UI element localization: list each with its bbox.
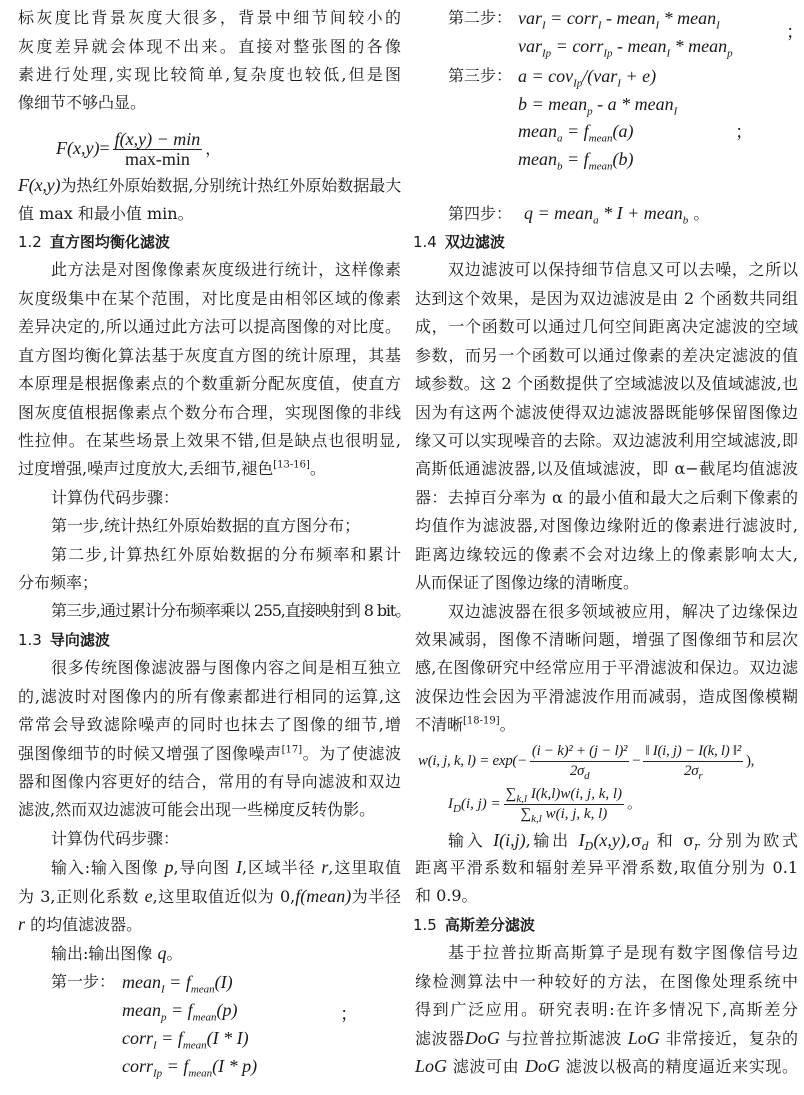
text: ,区域半径	[241, 858, 322, 877]
sub: I	[617, 77, 621, 90]
m: a = cov	[518, 66, 574, 86]
punct: 。	[688, 204, 710, 223]
m: f	[187, 1000, 193, 1020]
text: 。为了使滤波	[302, 744, 401, 763]
math: DoG	[525, 1056, 560, 1076]
sub: Ip	[153, 1067, 163, 1080]
section-number: 1.5	[413, 916, 437, 934]
equation	[122, 970, 233, 994]
m: (a)	[612, 121, 634, 141]
sub: I	[673, 105, 678, 118]
equation	[122, 1026, 249, 1050]
text: 的均值滤波器。	[25, 915, 143, 934]
m: (I)	[214, 972, 233, 992]
punct: ；	[786, 22, 804, 42]
text-line	[415, 828, 798, 852]
sub: p	[161, 1011, 167, 1024]
math: e	[144, 886, 153, 906]
sum: ∑	[520, 806, 532, 823]
m: 2σ	[684, 763, 699, 780]
equation	[518, 6, 720, 30]
formula-lhs: F(x,y)	[56, 138, 100, 158]
sub: mean	[588, 132, 613, 145]
punct: ；	[340, 1004, 358, 1024]
m: mean	[122, 1000, 161, 1020]
text-line: 差异决定的,所以通过此方法可以提高图像的对比度。	[18, 317, 401, 336]
text: 输入:输入图像	[51, 858, 165, 877]
m: (I * I)	[206, 1028, 249, 1048]
text-line	[415, 713, 798, 737]
sub: mean	[182, 1039, 207, 1052]
text-line: 图灰度值根据像素点个数分布合理，实现图像的非线	[18, 403, 401, 422]
text: 过度增强,噪声过度放大,丢细节,褪色	[18, 459, 274, 478]
text-line: 双边滤波器在很多领域被应用，解决了边缘保边	[448, 602, 798, 621]
math: q	[157, 943, 167, 963]
text-line: 波保边性会因为平滑滤波作用而减弱，造成图像模糊	[415, 687, 798, 706]
step-label: 第二步：	[448, 8, 513, 27]
text-line: 值 max 和最小值 min。	[18, 204, 194, 223]
text: 滤波以极高的精度逼近来实现。	[560, 1057, 798, 1076]
sub: p	[727, 47, 733, 60]
m: I	[448, 796, 453, 812]
equation	[518, 92, 677, 116]
sub: D	[453, 803, 461, 815]
math: LoG	[627, 1028, 660, 1048]
text: 滤波可由	[447, 1057, 525, 1076]
text-line: 直方图均衡化算法基于灰度直方图的统计原理，其基	[18, 346, 401, 365]
text: ,这里取值	[328, 858, 401, 877]
sub: mean	[188, 1067, 213, 1080]
m: mean	[518, 121, 557, 141]
text-line: 器和图像内容更好的结合，常用的有导向滤波和双边	[18, 772, 401, 791]
text-line: 基于拉普拉斯高斯算子是现有数字图像信号边	[448, 943, 798, 962]
numerator: (i − k)² + (j − l)²	[530, 742, 629, 762]
sub: mean	[192, 1011, 217, 1024]
text: 为半径	[351, 887, 401, 906]
text-line: 缘又可以实现噪音的去除。双边滤波利用空域滤波,即	[415, 431, 798, 450]
text-line	[18, 941, 401, 965]
section-heading-1-2	[18, 230, 401, 254]
text-line: 参数，而另一个函数可以通过像素的差决定滤波的值	[415, 346, 798, 365]
text-line: 距离边缘较远的像素不会对边缘上的像素影响太大,	[415, 545, 798, 564]
text-line	[18, 855, 401, 879]
text: 与拉普拉斯滤波	[499, 1029, 628, 1048]
text-line: 感,在图像研究中经常应用于平滑滤波和保边。双边滤	[415, 658, 798, 677]
m: - mean	[601, 8, 656, 28]
sub: a	[593, 214, 599, 227]
math: r	[321, 857, 329, 877]
sub: I	[542, 19, 546, 32]
m: corr	[122, 1056, 153, 1076]
text-line: 均值作为滤波器,对图像边缘附近的像素进行滤波时,	[415, 516, 798, 535]
text-line: 分布频率；	[18, 573, 99, 592]
m: w(i, j, k, l) = exp(−	[418, 753, 527, 769]
m: = corr	[551, 36, 604, 56]
text-line	[18, 457, 401, 481]
numerator: ‖ I(i, j) − I(k, l) ‖²	[643, 742, 743, 762]
text: 非常接近，复杂的	[659, 1029, 798, 1048]
m: f	[183, 1056, 189, 1076]
sub: p	[587, 105, 593, 118]
math: I	[235, 857, 242, 877]
equation	[524, 203, 689, 227]
text-line: 域参数。这 2 个函数提供了空域滤波以及值域滤波,也	[415, 374, 798, 393]
text-line	[18, 742, 401, 766]
text-line: 从而保证了图像边缘的清晰度。	[415, 573, 640, 592]
text-line: 像细节不够凸显。	[18, 93, 147, 112]
equation	[518, 147, 633, 171]
sub: k,l	[531, 813, 542, 826]
sub: r	[698, 770, 703, 783]
sub: I	[655, 19, 660, 32]
m: mean	[122, 972, 161, 992]
m: mean	[518, 149, 557, 169]
sub: I	[716, 19, 720, 32]
text-line	[18, 912, 401, 936]
text-line: 性拉伸。在某些场景上效果不错,但是缺点也很明显,	[18, 431, 401, 450]
sub: Ip	[603, 47, 613, 60]
text-line: 第一步,统计热红外原始数据的直方图分布；	[51, 516, 361, 535]
math: F(x,y)	[18, 175, 61, 195]
citation[interactable]: [13-16]	[273, 459, 310, 471]
denominator: max-min	[124, 149, 190, 169]
section-number: 1.4	[413, 233, 437, 251]
m: ),	[745, 753, 755, 769]
numerator	[504, 785, 624, 805]
m: + e)	[620, 66, 657, 86]
section-heading-1-3	[18, 628, 401, 652]
citation[interactable]: [17]	[281, 744, 303, 756]
sub: D	[584, 840, 594, 854]
math: ,σ	[625, 831, 642, 850]
text-line: 效果减弱，图像不清晰问题，增强了图像细节和层次	[415, 630, 798, 649]
m: = f	[562, 121, 589, 141]
math: f(mean)	[295, 886, 352, 906]
m: =	[166, 1000, 188, 1020]
equation	[122, 998, 238, 1022]
formula-filtered	[448, 784, 642, 824]
m: 2σ	[569, 763, 585, 780]
section-title: 双边滤波	[444, 233, 505, 251]
equals: =	[99, 138, 110, 158]
m: (i, j) =	[460, 796, 501, 812]
text: 滤波器	[415, 1029, 465, 1048]
sub: mean	[588, 160, 613, 173]
citation[interactable]: [18-19]	[463, 715, 500, 727]
text-line: 第三步,通过累计分布频率乘以 255,直接映射到 8 bit。	[51, 601, 410, 620]
m: var	[518, 8, 542, 28]
m: - a * mean	[592, 94, 674, 114]
sub: mean	[190, 983, 215, 996]
equation	[518, 64, 656, 88]
text-line: 和 0.9。	[415, 886, 478, 905]
text: 强图像细节的时候又增强了图像噪声	[18, 744, 282, 763]
math: 和 σ	[648, 831, 695, 850]
text-line: 计算伪代码步骤：	[51, 829, 180, 848]
m: (b)	[612, 149, 634, 169]
m: - mean	[612, 36, 667, 56]
m: f	[185, 972, 191, 992]
m: * mean	[670, 36, 728, 56]
step4-line	[415, 201, 798, 225]
text-line	[415, 1026, 798, 1050]
section-number: 1.3	[18, 631, 42, 649]
text-line: 滤波,然而双边滤波可能会出现一些梯度反转伪影。	[18, 800, 376, 819]
m: =	[162, 1056, 184, 1076]
math: r	[18, 914, 26, 934]
text-line: 标灰度比背景灰度大很多，背景中细节间较小的	[18, 8, 401, 27]
m: 。	[627, 796, 643, 812]
m: w(i, j, k, l)	[541, 806, 608, 823]
text-line: 灰度差异就会体现不出来。直接对整张图的各像	[18, 37, 401, 56]
sub: I	[153, 1039, 157, 1052]
text: 分别为欧式	[699, 831, 798, 850]
formula-normalization	[18, 125, 401, 171]
equation	[518, 34, 733, 58]
punct: ；	[735, 122, 753, 142]
step-label: 第三步：	[448, 66, 513, 85]
sub: d	[584, 770, 590, 783]
fraction	[643, 742, 743, 781]
math: p	[164, 857, 174, 877]
math: (x,y)	[593, 830, 626, 850]
text-line: 素进行处理,实现比较简单,复杂度也较低,但是图	[18, 65, 401, 84]
m: = f	[562, 149, 589, 169]
step-label: 第一步：	[51, 972, 116, 991]
text-line: 因为有这两个滤波使得双边滤波器既能够保留图像边	[415, 403, 798, 422]
m: (I * p)	[212, 1056, 258, 1076]
text-line: 得到广泛应用。研究表明:在许多情况下,高斯差分	[415, 1000, 798, 1019]
section-title: 导向滤波	[49, 631, 110, 649]
text-line: 本原理是根据像素点的个数重新分配灰度值，使直方	[18, 374, 401, 393]
text-line: 双边滤波可以保持细节信息又可以去噪，之所以	[448, 260, 798, 279]
m: −	[632, 753, 641, 769]
denominator	[504, 805, 624, 824]
punct: 。	[499, 715, 516, 734]
fraction	[113, 130, 203, 169]
text: 。	[166, 944, 183, 963]
m: = corr	[545, 8, 598, 28]
text: ,输出	[525, 831, 579, 850]
sub: I	[666, 47, 671, 60]
equation	[518, 119, 633, 143]
text-line: 成，一个函数可以通过几何空间距离决定滤波的空域	[415, 317, 798, 336]
text-line: 常常会导致滤除噪声的同时也抹去了图像的细节,增	[18, 715, 401, 734]
sub: k,l	[516, 793, 528, 806]
m: corr	[122, 1028, 153, 1048]
sub: b	[557, 160, 563, 173]
sum: ∑	[505, 786, 517, 803]
text-line: 此方法是对图像像素灰度级进行统计，这样像素	[51, 260, 401, 279]
text-line: 器：去掉百分率为 α 的最小值和最大之后剩下像素的	[415, 488, 798, 507]
m: * mean	[659, 8, 717, 28]
step-label: 第四步：	[448, 204, 513, 223]
section-heading-1-4	[413, 230, 796, 254]
text-line: 高斯低通滤波器,以及值域滤波，即 α−截尾均值滤波	[415, 459, 798, 478]
m: =	[164, 972, 186, 992]
text: 为 3,正则化系数	[18, 887, 145, 906]
section-heading-1-5	[413, 913, 796, 937]
numerator: f(x,y) − min	[114, 129, 201, 149]
text-line	[415, 1054, 798, 1078]
m: b = mean	[518, 94, 588, 114]
text: 不清晰	[415, 715, 464, 734]
punct: ，	[205, 139, 222, 158]
text: ,导向图	[173, 858, 236, 877]
text: 为热红外原始数据,分别统计热红外原始数据最大	[60, 176, 401, 195]
text-line: 很多传统图像滤波器与图像内容之间是相互独立	[51, 658, 401, 677]
denominator	[643, 762, 743, 781]
text-line: 达到这个效果，是因为双边滤波是由 2 个函数共同组	[415, 289, 798, 308]
text-line: 缘检测算法中一种较好的方法，在图像处理系统中	[415, 972, 798, 991]
sub: Ip	[573, 77, 583, 90]
text-line: 计算伪代码步骤：	[51, 488, 180, 507]
sub: I	[161, 983, 165, 996]
fraction	[504, 785, 624, 824]
text: 输出:输出图像	[51, 944, 158, 963]
sub: d	[641, 840, 649, 854]
text-line	[18, 173, 401, 197]
text-line: 第二步,计算热红外原始数据的分布频率和累计	[51, 545, 401, 564]
text-line: 距离平滑系数和辐射差异平滑系数,取值分别为 0.1	[415, 858, 798, 877]
math: LoG	[415, 1056, 448, 1076]
math: I(i,j)	[493, 830, 526, 850]
m: /(var	[582, 66, 618, 86]
m: =	[156, 1028, 178, 1048]
sub: I	[597, 19, 602, 32]
m: q = mean	[524, 203, 594, 223]
section-title: 高斯差分滤波	[444, 916, 535, 934]
punct: 。	[309, 459, 326, 478]
equation	[122, 1054, 257, 1078]
m: f	[177, 1028, 183, 1048]
section-number: 1.2	[18, 233, 42, 251]
math: DoG	[464, 1028, 500, 1048]
fraction	[530, 742, 629, 781]
text-line: 灰度级集中在某个范围，对比度是由相邻区域的像素	[18, 289, 401, 308]
denominator	[530, 762, 629, 781]
text: 输入	[448, 831, 494, 850]
text-line	[18, 884, 401, 908]
m: * I + mean	[598, 203, 683, 223]
formula-weight	[418, 741, 754, 781]
m: I(k,l)w(i, j, k, l)	[527, 786, 623, 803]
sub: Ip	[542, 47, 552, 60]
sub: b	[682, 214, 689, 227]
text-line: 的,滤波时对图像内的所有像素都进行相同的运算,这	[18, 687, 401, 706]
text: ,这里取值近似为 0,	[152, 887, 296, 906]
section-title: 直方图均衡化滤波	[49, 233, 170, 251]
sub: a	[557, 132, 563, 145]
math: I	[578, 830, 585, 850]
m: var	[518, 36, 542, 56]
sub: r	[694, 840, 700, 854]
m: (p)	[216, 1000, 238, 1020]
